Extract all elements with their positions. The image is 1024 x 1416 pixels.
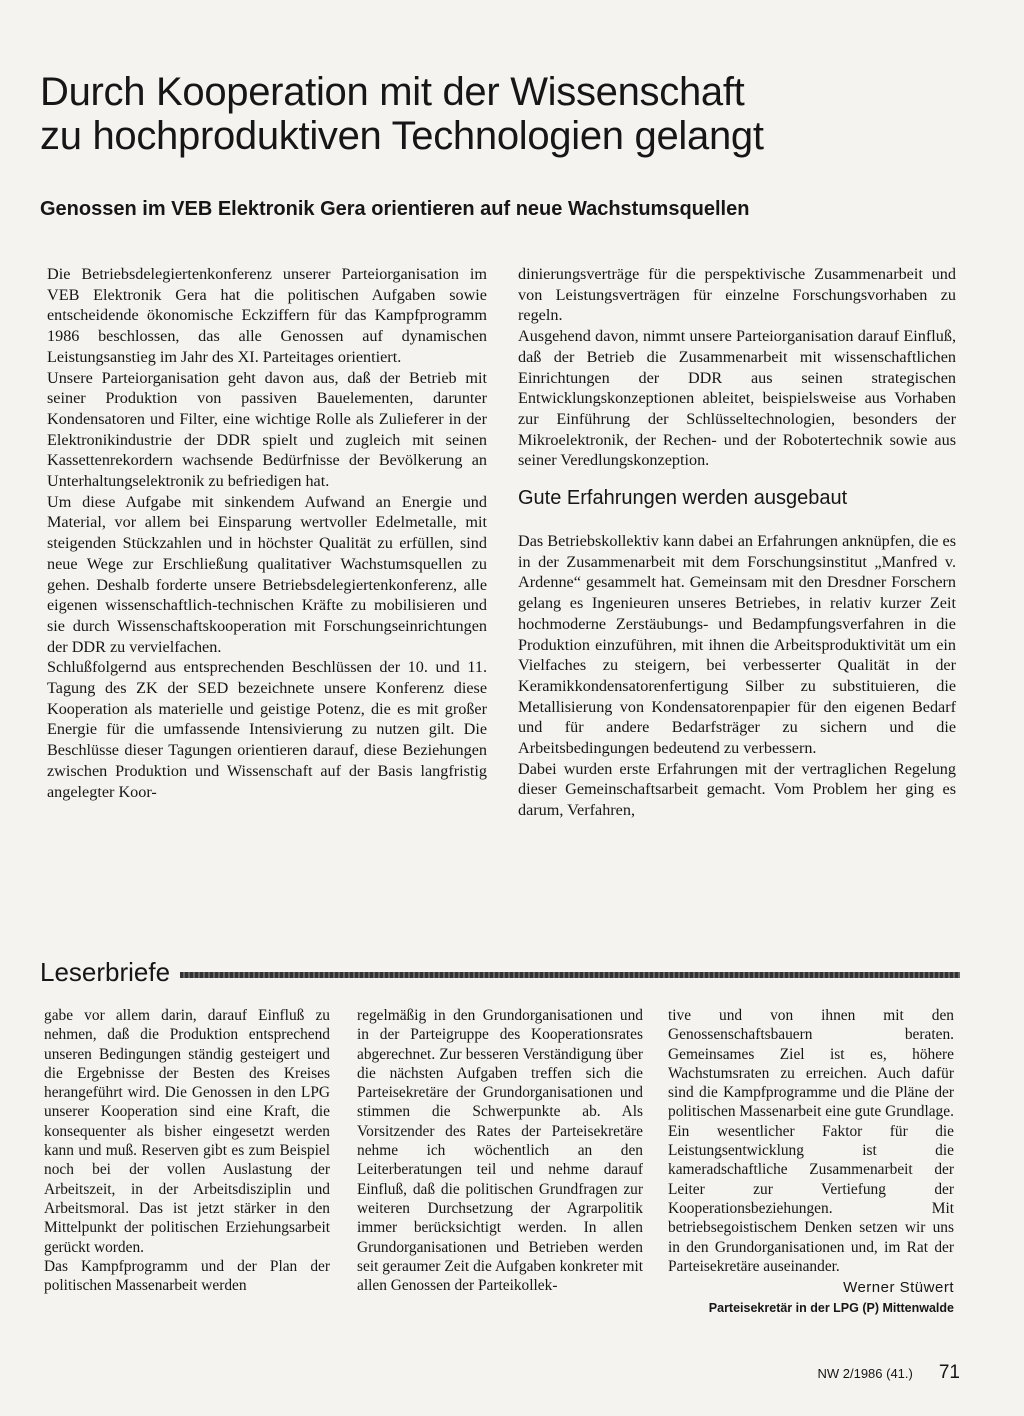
- letter-signature-name: Werner Stüwert: [843, 1279, 954, 1297]
- paragraph: tive und von ihnen mit den Genossenschaftsbauern beraten. Gemeinsames Ziel ist es, höhere Wachstumsraten zu erreichen. Auch dafür sind die Kampfprogramme und die Pläne der politischen Massenarbeit eine gute Grundlage.: [668, 1007, 954, 1121]
- article-subheadline: Genossen im VEB Elektronik Gera orientieren auf neue Wachstumsquellen: [40, 198, 750, 220]
- paragraph: Ein wesentlicher Faktor für die Leistungsentwicklung ist die kameradschaftliche Zusammenarbeit der Leiter zur Vertiefung der Kooperationsbeziehungen. Mit betriebsegoistischem Denken setzen wir uns in den Grundorganisationen und, im Rat der Parteisekretäre auseinander.: [668, 1122, 954, 1275]
- letter-signature-role: Parteisekretär in der LPG (P) Mittenwalde: [708, 1301, 954, 1316]
- letters-section-header: [40, 952, 960, 992]
- letters-divider-rule: [180, 972, 960, 978]
- article-headline: [40, 70, 1000, 158]
- headline-line-1: Durch Kooperation mit der Wissenschaft: [40, 70, 745, 114]
- paragraph: Das Betriebskollektiv kann dabei an Erfahrungen anknüpfen, die es in der Zusammenarbeit mit dem Forschungsinstitut „Manfred v. Ardenne“ gesammelt hat. Gemeinsam mit den Dresdner Forschern gelang es Ingenieuren unseres Betriebes, in relativ kurzer Zeit hochmoderne Zerstäubungs- und Bedampfungsverfahren in die Produktion einzuführen, mit ihnen die Arbeitsproduktivität um ein Vielfaches zu steigern, bei verbesserter Qualität in der Keramikkondensatorenfertigung Silber zu substituieren, die Metallisierung von Kondensatorenpapier für den eigenen Bedarf und für andere Bedarfsträger zu sichern und die Arbeitsbedingungen bedeutend zu verbessern.: [518, 532, 956, 758]
- paragraph: gabe vor allem darin, darauf Einfluß zu nehmen, daß die Produktion entsprechend unseren Bedingungen ständig gesteigert und die Ergebnisse der Besten des Kreises herangeführt wird. Die Genossen in den LPG unserer Kooperation sind eine Kraft, die konsequenter als bisher eingesetzt werden kann und muß. Reserven gibt es zum Beispiel noch bei der vollen Auslastung der Arbeitszeit, in der Arbeitsdisziplin und Arbeitsmoral. Das ist jetzt stärker in den Mittelpunkt der politischen Erziehungsarbeit gerückt worden.: [44, 1007, 330, 1256]
- section-heading: Gute Erfahrungen werden ausgebaut: [518, 487, 848, 510]
- paragraph: Das Kampfprogramm und der Plan der politischen Massenarbeit werden: [44, 1257, 330, 1295]
- paragraph: Unsere Parteiorganisation geht davon aus, daß der Betrieb mit seiner Produktion von passiven Bauelementen, darunter Kondensatoren und Filter, eine wichtige Rolle als Zulieferer in der Elektronikindustrie der DDR spielt und zugleich mit seinen Kassettenrekordern wachsende Bedürfnisse der Bevölkerung an Unterhaltungselektronik zu befriedigen hat.: [47, 368, 487, 491]
- page-footer: [640, 1362, 960, 1384]
- paragraph: Die Betriebsdelegiertenkonferenz unserer Parteiorganisation im VEB Elektronik Gera hat die politischen Aufgaben sowie entscheidende ökonomische Eckziffern für das Kampfprogramm 1986 beschlossen, das alle Genossen auf dynamischen Leistungsanstieg im Jahr des XI. Parteitages orientiert.: [47, 265, 487, 366]
- page-number: 71: [938, 1362, 960, 1383]
- paragraph: regelmäßig in den Grundorganisationen und in der Parteigruppe des Kooperationsrates abgerechnet. Zur besseren Verständigung über die nächsten Aufgaben treffen sich die Parteisekretäre der Grundorganisationen und stimmen die Schwerpunkte ab. Als Vorsitzender des Rates der Parteisekretäre nehme ich wöchentlich an den Leiterberatungen teil und nehme darauf Einfluß, daß die politischen Grundfragen zur weiteren Durchsetzung der Agrarpolitik immer berücksichtigt werden. In allen Grundorganisationen und Betrieben werden seit geraumer Zeit die Aufgaben konkreter mit allen Genossen der Parteikollek-: [357, 1007, 643, 1295]
- issue-label: NW 2/1986 (41.): [817, 1366, 913, 1381]
- paragraph: Um diese Aufgabe mit sinkendem Aufwand an Energie und Material, vor allem bei Einsparung wertvoller Edelmetalle, mit steigenden Stückzahlen und in höchster Qualität zu erfüllen, sind neue Wege zur Erschließung qualitativer Wachstumsquellen zu gehen. Deshalb forderte unsere Betriebsdelegiertenkonferenz, alle eigenen wissenschaftlich-technischen Kräfte zu mobilisieren und sie durch Wissenschaftskooperation mit Forschungseinrichtungen der DDR zu vervielfachen.: [47, 492, 487, 656]
- letters-column-1: [44, 1006, 330, 1295]
- letters-column-3: [668, 1006, 954, 1319]
- letters-column-2: [357, 1006, 643, 1295]
- paragraph: dinierungsverträge für die perspektivische Zusammenarbeit und von Leistungsverträgen für einzelne Forschungsvorhaben zu regeln.: [518, 265, 956, 325]
- article-column-2: [518, 264, 956, 821]
- paragraph: Dabei wurden erste Erfahrungen mit der vertraglichen Regelung dieser Gemeinschaftsarbeit gemacht. Vom Problem her ging es darum, Verfahren,: [518, 759, 956, 820]
- paragraph: Ausgehend davon, nimmt unsere Parteiorganisation darauf Einfluß, daß der Betrieb die Zusammenarbeit mit wissenschaftlichen Einrichtungen der DDR aus seinen strategischen Entwicklungskonzeptionen ableitet, beispielsweise aus Vorhaben zur Einführung der Schlüsseltechnologien, besonders der Mikroelektronik, der Rechen- und der Robotertechnik sowie aus seiner Veredlungskonzeption.: [518, 327, 956, 470]
- headline-line-2: zu hochproduktiven Technologien gelangt: [40, 114, 764, 158]
- paragraph: Schlußfolgernd aus entsprechenden Beschlüssen der 10. und 11. Tagung des ZK der SED bezeichnete unsere Konferenz diese Kooperation als materielle und geistige Potenz, die es mit großer Energie für die umfassende Intensivierung zu nutzen gilt. Die Beschlüsse dieser Tagungen orientieren darauf, diese Beziehungen zwischen Produktion und Wissenschaft auf der Basis langfristig angelegter Koor-: [47, 658, 487, 801]
- letters-title: Leserbriefe: [40, 956, 171, 987]
- article-column-1: [47, 264, 487, 802]
